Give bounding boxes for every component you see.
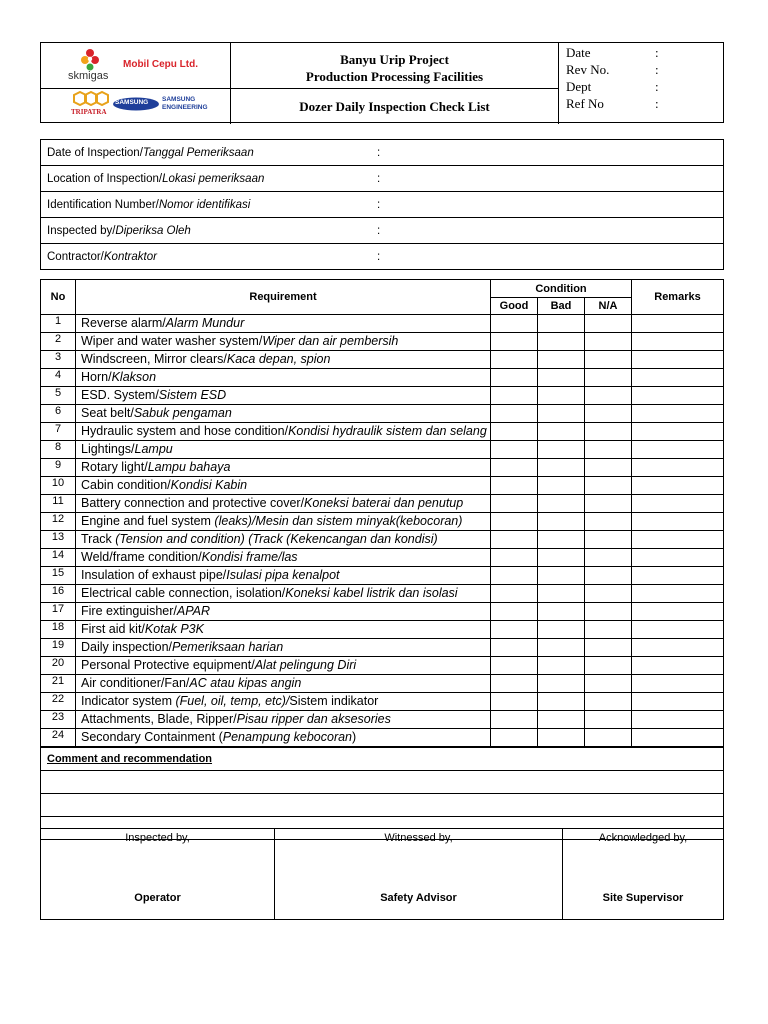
requirement-text: Attachments, Blade, Ripper/ (81, 712, 237, 726)
cell-remarks[interactable] (632, 315, 724, 333)
requirement-text: Insulation of exhaust pipe/ (81, 568, 227, 582)
row-number: 20 (41, 657, 76, 675)
row-number: 24 (41, 729, 76, 747)
project-name: Banyu Urip Project (340, 52, 449, 67)
meta-date-label: Date (566, 45, 591, 60)
cell-good[interactable] (491, 423, 538, 441)
row-requirement (76, 657, 491, 675)
cell-remarks[interactable] (632, 351, 724, 369)
cell-bad[interactable] (538, 693, 585, 711)
cell-na[interactable] (585, 585, 632, 603)
cell-na[interactable] (585, 387, 632, 405)
cell-good[interactable] (491, 459, 538, 477)
cell-na[interactable] (585, 351, 632, 369)
row-number: 7 (41, 423, 76, 441)
requirement-translation: (Tension and condition) (Track (Kekencangan dan kondisi) (115, 532, 438, 546)
meta-rev-colon: : (655, 62, 659, 77)
requirement-text: Secondary Containment ( (81, 730, 223, 744)
row-requirement (76, 387, 491, 405)
cell-good[interactable] (491, 621, 538, 639)
row-requirement (76, 567, 491, 585)
cell-bad[interactable] (538, 477, 585, 495)
requirement-translation: Sistem ESD (158, 388, 227, 402)
cell-na[interactable] (585, 423, 632, 441)
info-value-field[interactable] (371, 166, 724, 192)
cell-remarks[interactable] (632, 585, 724, 603)
row-number: 16 (41, 585, 76, 603)
info-colon: : (377, 250, 381, 263)
row-number: 23 (41, 711, 76, 729)
cell-good[interactable] (491, 351, 538, 369)
cell-remarks[interactable] (632, 621, 724, 639)
cell-good[interactable] (491, 441, 538, 459)
requirement-text: Windscreen, Mirror clears/ (81, 352, 227, 366)
requirement-translation: Kaca depan, spion (226, 352, 331, 366)
samsung-engineering-text: SAMSUNG ENGINEERING (162, 96, 208, 111)
requirement-text: Weld/frame condition/ (81, 550, 202, 564)
project-title-cell (231, 43, 559, 89)
requirement-translation: Alat pelingung Diri (254, 658, 357, 672)
cell-good[interactable] (491, 333, 538, 351)
table-row (41, 693, 724, 711)
cell-good[interactable] (491, 585, 538, 603)
table-row (41, 585, 724, 603)
cell-remarks[interactable] (632, 657, 724, 675)
cell-na[interactable] (585, 729, 632, 747)
cell-na[interactable] (585, 693, 632, 711)
cell-good[interactable] (491, 729, 538, 747)
cell-bad[interactable] (538, 621, 585, 639)
requirement-text: Air conditioner/Fan/ (81, 676, 190, 690)
info-label-id: Lokasi pemeriksaan (162, 172, 265, 185)
requirement-translation: Koneksi kabel listrik dan isolasi (285, 586, 458, 600)
requirement-text: Battery connection and protective cover/ (81, 496, 305, 510)
col-header-no: No (41, 280, 76, 315)
row-requirement (76, 639, 491, 657)
cell-good[interactable] (491, 603, 538, 621)
info-label-en: Date of Inspection/ (47, 146, 143, 159)
requirement-text: Electrical cable connection, isolation/ (81, 586, 286, 600)
signature-cell-witnessed[interactable] (275, 829, 563, 920)
cell-na[interactable] (585, 603, 632, 621)
cell-bad[interactable] (538, 513, 585, 531)
cell-na[interactable] (585, 549, 632, 567)
cell-remarks[interactable] (632, 603, 724, 621)
requirement-translation: Sabuk pengaman (133, 406, 232, 420)
requirement-translation: AC atau kipas angin (189, 676, 302, 690)
cell-bad[interactable] (538, 711, 585, 729)
table-row (41, 711, 724, 729)
info-label-id: Nomor identifikasi (158, 198, 251, 211)
cell-remarks[interactable] (632, 495, 724, 513)
col-header-condition: Condition (491, 280, 632, 298)
cell-remarks[interactable] (632, 459, 724, 477)
document-title: Dozer Daily Inspection Check List (231, 89, 559, 124)
requirement-text: Daily inspection/ (81, 640, 173, 654)
requirement-suffix: Sistem indikator (289, 694, 379, 708)
row-requirement (76, 477, 491, 495)
requirement-text: Cabin condition/ (81, 478, 171, 492)
row-requirement (76, 549, 491, 567)
meta-ref-colon: : (655, 96, 659, 111)
info-label-en: Identification Number/ (47, 198, 159, 211)
info-label (41, 166, 372, 192)
mobil-cepu-logo-text: Mobil Cepu Ltd. (123, 59, 198, 70)
signature-cell-inspected[interactable] (41, 829, 275, 920)
cell-bad[interactable] (538, 729, 585, 747)
info-label (41, 140, 372, 166)
cell-na[interactable] (585, 657, 632, 675)
signature-role-caption: Inspected by, (125, 832, 190, 844)
row-number: 5 (41, 387, 76, 405)
requirement-text: Engine and fuel system (81, 514, 215, 528)
cell-na[interactable] (585, 441, 632, 459)
comment-line[interactable] (41, 771, 724, 794)
comments-table (40, 747, 724, 840)
cell-bad[interactable] (538, 405, 585, 423)
requirement-text: Fire extinguisher/ (81, 604, 177, 618)
cell-remarks[interactable] (632, 567, 724, 585)
row-number: 9 (41, 459, 76, 477)
row-requirement (76, 459, 491, 477)
cell-bad[interactable] (538, 657, 585, 675)
info-colon: : (377, 146, 381, 159)
meta-dept-label: Dept (566, 79, 592, 94)
info-row (41, 140, 724, 166)
cell-bad[interactable] (538, 423, 585, 441)
table-row (41, 405, 724, 423)
row-requirement (76, 531, 491, 549)
table-row (41, 459, 724, 477)
requirement-text: Seat belt/ (81, 406, 134, 420)
row-requirement (76, 423, 491, 441)
cell-bad[interactable] (538, 639, 585, 657)
cell-good[interactable] (491, 639, 538, 657)
table-row (41, 621, 724, 639)
cell-good[interactable] (491, 549, 538, 567)
cell-remarks[interactable] (632, 513, 724, 531)
row-requirement (76, 675, 491, 693)
cell-na[interactable] (585, 405, 632, 423)
cell-good[interactable] (491, 567, 538, 585)
requirement-translation: Pemeriksaan harian (172, 640, 284, 654)
signature-role-caption: Witnessed by, (384, 832, 453, 844)
table-row (41, 675, 724, 693)
row-requirement (76, 441, 491, 459)
row-requirement (76, 513, 491, 531)
cell-bad[interactable] (538, 315, 585, 333)
info-value-field[interactable] (371, 244, 724, 270)
row-requirement (76, 315, 491, 333)
cell-remarks[interactable] (632, 477, 724, 495)
cell-bad[interactable] (538, 351, 585, 369)
row-number: 15 (41, 567, 76, 585)
row-requirement (76, 333, 491, 351)
signature-title: Operator (134, 892, 181, 904)
table-row (41, 477, 724, 495)
cell-na[interactable] (585, 621, 632, 639)
info-row (41, 192, 724, 218)
cell-good[interactable] (491, 657, 538, 675)
requirement-translation: Alarm Mundur (165, 316, 245, 330)
row-requirement (76, 405, 491, 423)
requirement-text: ESD. System/ (81, 388, 159, 402)
requirement-translation: Wiper dan air pembersih (262, 334, 399, 348)
row-requirement (76, 351, 491, 369)
signature-cell-acknowledged[interactable] (563, 829, 724, 920)
cell-good[interactable] (491, 315, 538, 333)
row-requirement (76, 603, 491, 621)
comments-label: Comment and recommendation (41, 748, 724, 771)
cell-na[interactable] (585, 477, 632, 495)
info-row (41, 244, 724, 270)
requirement-text: Lightings/ (81, 442, 135, 456)
cell-good[interactable] (491, 675, 538, 693)
info-row (41, 218, 724, 244)
row-requirement (76, 369, 491, 387)
signature-role-caption: Acknowledged by, (598, 832, 688, 844)
table-row (41, 423, 724, 441)
requirement-text: Personal Protective equipment/ (81, 658, 255, 672)
info-label-en: Location of Inspection/ (47, 172, 163, 185)
col-header-na: N/A (585, 298, 632, 315)
info-colon: : (377, 198, 381, 211)
info-colon: : (377, 172, 381, 185)
inspection-info-table (40, 139, 724, 270)
cell-bad[interactable] (538, 585, 585, 603)
meta-block (559, 43, 725, 124)
requirement-text: Wiper and water washer system/ (81, 334, 263, 348)
row-requirement (76, 585, 491, 603)
row-number: 3 (41, 351, 76, 369)
info-label (41, 218, 372, 244)
row-number: 13 (41, 531, 76, 549)
info-label-en: Inspected by/ (47, 224, 116, 237)
row-number: 18 (41, 621, 76, 639)
info-label-en: Contractor/ (47, 250, 104, 263)
requirement-text: Reverse alarm/ (81, 316, 166, 330)
table-row (41, 567, 724, 585)
cell-na[interactable] (585, 567, 632, 585)
cell-remarks[interactable] (632, 441, 724, 459)
samsung-logo-text: SAMSUNG (115, 99, 149, 106)
row-number: 19 (41, 639, 76, 657)
cell-good[interactable] (491, 405, 538, 423)
cell-bad[interactable] (538, 387, 585, 405)
table-row (41, 333, 724, 351)
info-label (41, 244, 372, 270)
requirement-translation: APAR (176, 604, 210, 618)
row-requirement (76, 711, 491, 729)
requirement-translation: Kotak P3K (144, 622, 204, 636)
row-number: 8 (41, 441, 76, 459)
requirement-translation: Koneksi baterai dan penutup (304, 496, 464, 510)
cell-good[interactable] (491, 693, 538, 711)
row-number: 1 (41, 315, 76, 333)
row-requirement (76, 621, 491, 639)
requirement-translation: Penampung kebocoran (222, 730, 353, 744)
cell-na[interactable] (585, 369, 632, 387)
requirement-translation: Kondisi frame/las (201, 550, 298, 564)
cell-good[interactable] (491, 711, 538, 729)
cell-good[interactable] (491, 531, 538, 549)
table-row (41, 441, 724, 459)
cell-na[interactable] (585, 639, 632, 657)
cell-remarks[interactable] (632, 369, 724, 387)
requirement-text: Rotary light/ (81, 460, 148, 474)
row-number: 12 (41, 513, 76, 531)
info-value-field[interactable] (371, 140, 724, 166)
cell-bad[interactable] (538, 459, 585, 477)
table-row (41, 369, 724, 387)
cell-remarks[interactable] (632, 333, 724, 351)
cell-bad[interactable] (538, 549, 585, 567)
requirement-translation: (leaks)/Mesin dan sistem minyak(kebocoran) (214, 514, 463, 528)
table-row (41, 387, 724, 405)
cell-na[interactable] (585, 459, 632, 477)
signature-table (40, 828, 724, 920)
meta-ref-label: Ref No (566, 96, 604, 111)
signature-title: Site Supervisor (602, 892, 684, 904)
cell-remarks[interactable] (632, 693, 724, 711)
cell-remarks[interactable] (632, 639, 724, 657)
cell-remarks[interactable] (632, 711, 724, 729)
requirement-text: Horn/ (81, 370, 112, 384)
table-row (41, 639, 724, 657)
table-row (41, 657, 724, 675)
signature-title: Safety Advisor (380, 892, 457, 904)
requirement-text: First aid kit/ (81, 622, 145, 636)
facility-name: Production Processing Facilities (305, 69, 484, 84)
cell-good[interactable] (491, 495, 538, 513)
requirement-translation: Kondisi hydraulik sistem dan selang (288, 424, 487, 438)
meta-dept-colon: : (655, 79, 659, 94)
cell-na[interactable] (585, 531, 632, 549)
table-row (41, 549, 724, 567)
row-number: 2 (41, 333, 76, 351)
info-colon: : (377, 224, 381, 237)
cell-remarks[interactable] (632, 531, 724, 549)
row-number: 11 (41, 495, 76, 513)
table-row (41, 513, 724, 531)
cell-bad[interactable] (538, 333, 585, 351)
info-label-id: Tanggal Pemeriksaan (142, 146, 254, 159)
requirement-translation: Pisau ripper dan aksesories (236, 712, 391, 726)
table-row (41, 729, 724, 747)
table-row (41, 351, 724, 369)
info-row (41, 166, 724, 192)
tripatra-logo-text: TRIPATRA (71, 108, 107, 116)
cell-good[interactable] (491, 369, 538, 387)
row-number: 17 (41, 603, 76, 621)
cell-na[interactable] (585, 513, 632, 531)
cell-bad[interactable] (538, 603, 585, 621)
table-row (41, 603, 724, 621)
cell-na[interactable] (585, 495, 632, 513)
row-number: 21 (41, 675, 76, 693)
requirement-translation: Lampu (134, 442, 173, 456)
requirement-text: Hydraulic system and hose condition/ (81, 424, 289, 438)
requirement-translation: Kondisi Kabin (170, 478, 248, 492)
col-header-bad: Bad (538, 298, 585, 315)
row-requirement (76, 729, 491, 747)
cell-bad[interactable] (538, 675, 585, 693)
cell-na[interactable] (585, 315, 632, 333)
cell-bad[interactable] (538, 531, 585, 549)
info-label (41, 192, 372, 218)
requirement-translation: Isulasi pipa kenalpot (226, 568, 340, 582)
skmigas-logo-text: skmigas (68, 70, 109, 82)
table-row (41, 531, 724, 549)
document-header (40, 42, 724, 123)
cell-na[interactable] (585, 675, 632, 693)
cell-good[interactable] (491, 513, 538, 531)
cell-remarks[interactable] (632, 405, 724, 423)
cell-remarks[interactable] (632, 423, 724, 441)
requirement-text: Indicator system (81, 694, 176, 708)
cell-na[interactable] (585, 333, 632, 351)
row-number: 22 (41, 693, 76, 711)
logo-area-bottom (41, 89, 231, 124)
col-header-good: Good (491, 298, 538, 315)
row-number: 6 (41, 405, 76, 423)
requirement-suffix: ) (352, 730, 357, 744)
col-header-requirement: Requirement (76, 280, 491, 315)
row-requirement (76, 693, 491, 711)
row-number: 14 (41, 549, 76, 567)
row-number: 10 (41, 477, 76, 495)
cell-remarks[interactable] (632, 729, 724, 747)
table-row (41, 315, 724, 333)
requirement-text: Track (81, 532, 116, 546)
table-row (41, 495, 724, 513)
cell-good[interactable] (491, 387, 538, 405)
meta-rev-label: Rev No. (566, 62, 610, 77)
row-requirement (76, 495, 491, 513)
info-value-field[interactable] (371, 218, 724, 244)
info-label-id: Kontraktor (103, 250, 157, 263)
cell-remarks[interactable] (632, 387, 724, 405)
cell-bad[interactable] (538, 495, 585, 513)
info-label-id: Diperiksa Oleh (115, 224, 191, 237)
cell-good[interactable] (491, 477, 538, 495)
cell-bad[interactable] (538, 567, 585, 585)
cell-remarks[interactable] (632, 675, 724, 693)
logo-area-top (41, 43, 231, 89)
cell-bad[interactable] (538, 441, 585, 459)
row-number: 4 (41, 369, 76, 387)
cell-na[interactable] (585, 711, 632, 729)
requirement-translation: Lampu bahaya (147, 460, 231, 474)
checklist-table (40, 279, 724, 747)
info-value-field[interactable] (371, 192, 724, 218)
cell-bad[interactable] (538, 369, 585, 387)
requirement-translation: (Fuel, oil, temp, etc)/ (175, 694, 290, 708)
requirement-translation: Klakson (111, 370, 157, 384)
cell-remarks[interactable] (632, 549, 724, 567)
col-header-remarks: Remarks (632, 280, 724, 315)
meta-date-colon: : (655, 45, 659, 60)
comment-line[interactable] (41, 794, 724, 817)
